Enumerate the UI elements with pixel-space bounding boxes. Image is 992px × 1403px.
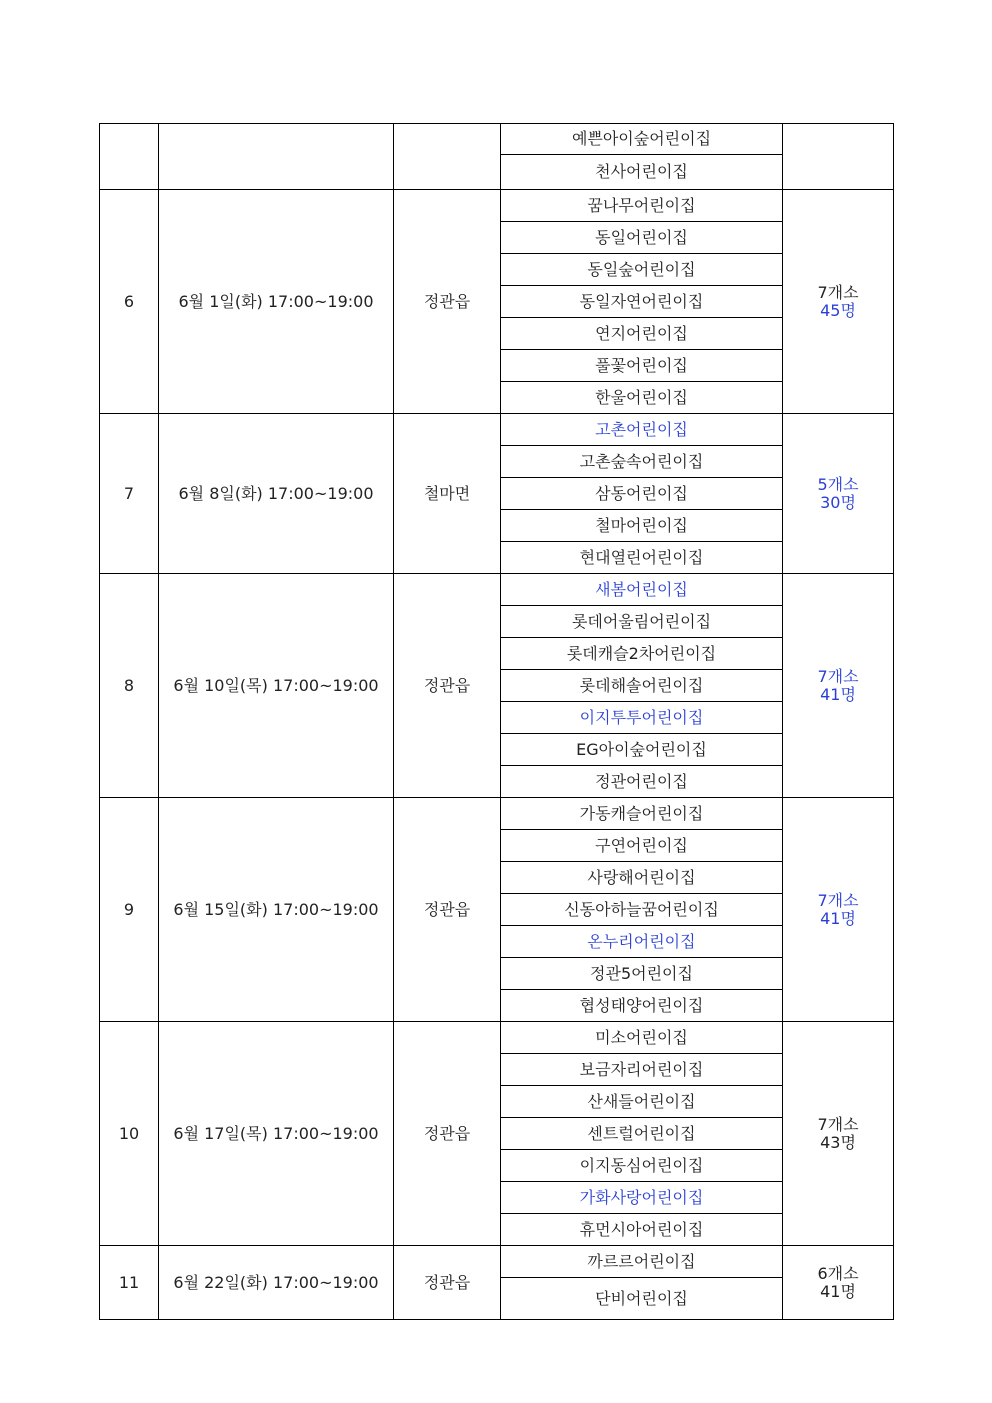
daycare-center-name: 까르르어린이집: [501, 1246, 783, 1278]
session-area-cell: 정관읍: [394, 1246, 501, 1320]
daycare-center-name: 철마어린이집: [501, 510, 783, 542]
center-count: 7개소: [817, 890, 859, 910]
session-date-cell: 6월 15일(화) 17:00~19:00: [159, 798, 394, 1022]
session-total-cell: [783, 798, 894, 1022]
participant-count: 45명: [820, 300, 856, 320]
daycare-center-name: 삼동어린이집: [501, 478, 783, 510]
schedule-row: [100, 414, 894, 446]
session-date-cell: 6월 17일(목) 17:00~19:00: [159, 1022, 394, 1246]
participant-count: 41명: [820, 684, 856, 704]
schedule-row: [100, 124, 894, 155]
session-date-cell: 6월 22일(화) 17:00~19:00: [159, 1246, 394, 1320]
session-total-cell: [783, 574, 894, 798]
daycare-center-name: 풀꽃어린이집: [501, 350, 783, 382]
daycare-center-name: 이지투투어린이집: [501, 702, 783, 734]
session-area-cell: 정관읍: [394, 574, 501, 798]
daycare-center-name: EG아이숲어린이집: [501, 734, 783, 766]
participant-count: 43명: [820, 1132, 856, 1152]
daycare-center-name: 동일자연어린이집: [501, 286, 783, 318]
participant-count: 30명: [820, 492, 856, 512]
daycare-center-name: 구연어린이집: [501, 830, 783, 862]
daycare-center-name: 동일어린이집: [501, 222, 783, 254]
daycare-center-name: 새봄어린이집: [501, 574, 783, 606]
schedule-table-body: [100, 124, 894, 1320]
participant-count: 41명: [820, 908, 856, 928]
daycare-center-name: 온누리어린이집: [501, 926, 783, 958]
daycare-center-name: 현대열린어린이집: [501, 542, 783, 574]
session-date-cell: [159, 124, 394, 190]
session-area-cell: 정관읍: [394, 1022, 501, 1246]
center-count: 6개소: [817, 1263, 859, 1283]
center-count: 7개소: [817, 282, 859, 302]
schedule-row: [100, 798, 894, 830]
daycare-center-name: 한울어린이집: [501, 382, 783, 414]
session-date-cell: 6월 8일(화) 17:00~19:00: [159, 414, 394, 574]
session-number-cell: 6: [100, 190, 159, 414]
daycare-center-name: 미소어린이집: [501, 1022, 783, 1054]
participant-count: 41명: [820, 1281, 856, 1301]
session-number-cell: 8: [100, 574, 159, 798]
schedule-row: [100, 190, 894, 222]
daycare-center-name: 단비어린이집: [501, 1278, 783, 1320]
session-area-cell: 정관읍: [394, 798, 501, 1022]
schedule-table: [99, 123, 894, 1320]
schedule-row: [100, 1246, 894, 1278]
daycare-center-name: 천사어린이집: [501, 155, 783, 190]
session-total-cell: [783, 414, 894, 574]
daycare-center-name: 정관5어린이집: [501, 958, 783, 990]
daycare-center-name: 신동아하늘꿈어린이집: [501, 894, 783, 926]
session-number-cell: [100, 124, 159, 190]
daycare-center-name: 고촌숲속어린이집: [501, 446, 783, 478]
session-area-cell: 정관읍: [394, 190, 501, 414]
daycare-center-name: 동일숲어린이집: [501, 254, 783, 286]
daycare-center-name: 롯데해솔어린이집: [501, 670, 783, 702]
session-total-cell: [783, 1022, 894, 1246]
session-date-cell: 6월 1일(화) 17:00~19:00: [159, 190, 394, 414]
center-count: 7개소: [817, 666, 859, 686]
daycare-center-name: 휴먼시아어린이집: [501, 1214, 783, 1246]
session-area-cell: [394, 124, 501, 190]
daycare-center-name: 가화사랑어린이집: [501, 1182, 783, 1214]
daycare-center-name: 협성태양어린이집: [501, 990, 783, 1022]
daycare-center-name: 정관어린이집: [501, 766, 783, 798]
daycare-center-name: 센트럴어린이집: [501, 1118, 783, 1150]
daycare-center-name: 꿈나무어린이집: [501, 190, 783, 222]
daycare-center-name: 고촌어린이집: [501, 414, 783, 446]
session-number-cell: 10: [100, 1022, 159, 1246]
daycare-center-name: 사랑해어린이집: [501, 862, 783, 894]
schedule-row: [100, 1022, 894, 1054]
daycare-center-name: 보금자리어린이집: [501, 1054, 783, 1086]
daycare-center-name: 예쁜아이숲어린이집: [501, 124, 783, 155]
center-count: 5개소: [817, 474, 859, 494]
schedule-row: [100, 574, 894, 606]
session-total-cell: [783, 1246, 894, 1320]
daycare-center-name: 산새들어린이집: [501, 1086, 783, 1118]
session-area-cell: 철마면: [394, 414, 501, 574]
daycare-center-name: 연지어린이집: [501, 318, 783, 350]
session-total-cell: [783, 190, 894, 414]
session-number-cell: 7: [100, 414, 159, 574]
session-date-cell: 6월 10일(목) 17:00~19:00: [159, 574, 394, 798]
daycare-center-name: 이지동심어린이집: [501, 1150, 783, 1182]
center-count: 7개소: [817, 1114, 859, 1134]
daycare-center-name: 가동캐슬어린이집: [501, 798, 783, 830]
session-total-cell: [783, 124, 894, 190]
daycare-center-name: 롯데어울림어린이집: [501, 606, 783, 638]
session-number-cell: 11: [100, 1246, 159, 1320]
daycare-center-name: 롯데캐슬2차어린이집: [501, 638, 783, 670]
session-number-cell: 9: [100, 798, 159, 1022]
